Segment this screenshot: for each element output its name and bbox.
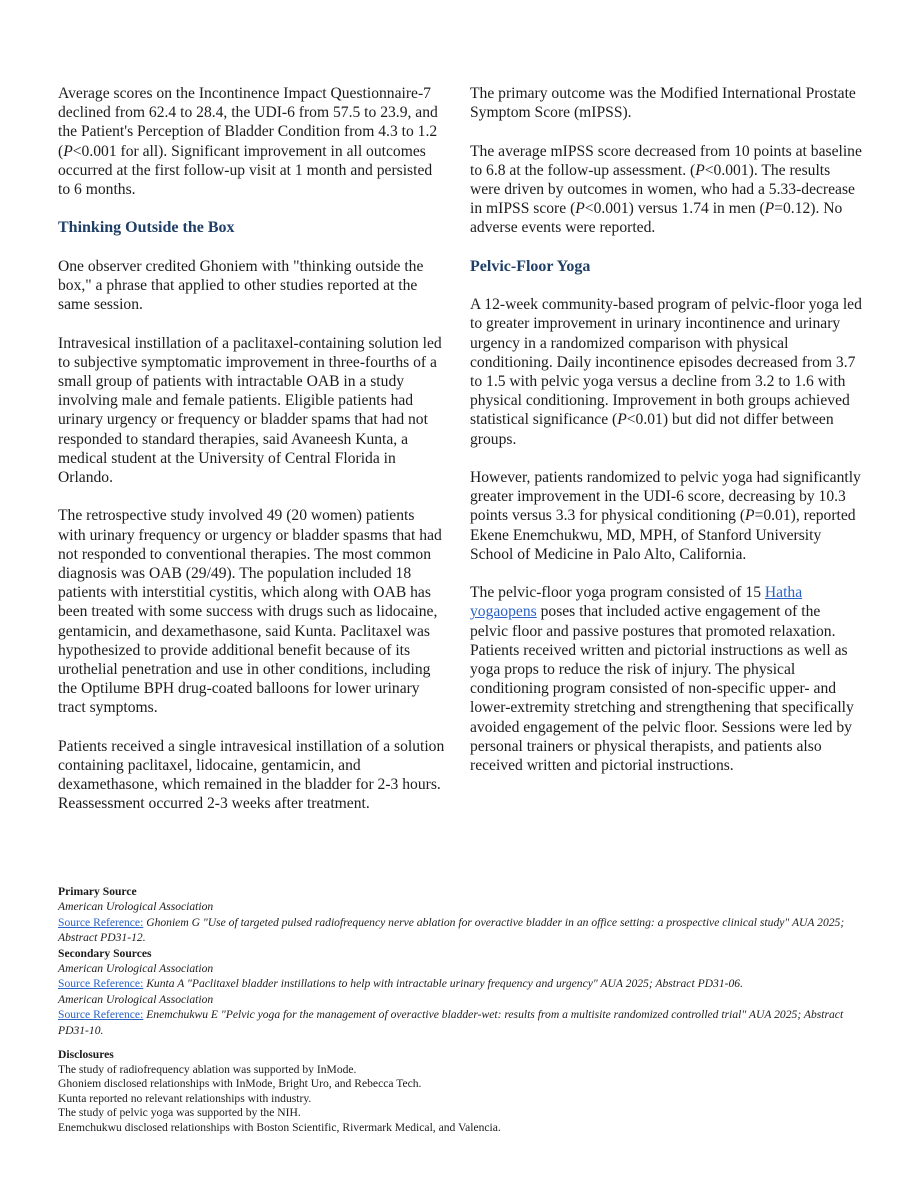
source-reference-link[interactable]: Source Reference:	[58, 977, 144, 991]
source-organization: American Urological Association	[58, 992, 214, 1006]
primary-source-label: Primary Source	[58, 885, 137, 898]
disclosure-line: Kunta reported no relevant relationships with industry.	[58, 1091, 312, 1105]
left-column	[58, 84, 446, 833]
disclosures-label: Disclosures	[58, 1048, 114, 1061]
source-reference-link[interactable]: Source Reference:	[58, 1008, 144, 1022]
section-heading-pelvic-yoga: Pelvic-Floor Yoga	[470, 257, 591, 275]
paragraph-paclitaxel-intro: Intravesical instillation of a paclitaxel-containing solution led to subjective symptomatic improvement in three-fourths of a small group of patients with intractable OAB in a study involving male and female patients. Eligible patients had urinary urgency or frequency or bladder spams that had not responded to standard therapies, said Avaneesh Kunta, a medical student at the University of Central Florida in Orlando.	[58, 334, 442, 487]
sources-section	[58, 884, 868, 1038]
paragraph-observer: One observer credited Ghoniem with "thinking outside the box," a phrase that applied to other studies reported at the same session.	[58, 257, 424, 314]
disclosure-line: The study of radiofrequency ablation was supported by InMode.	[58, 1062, 357, 1076]
disclosures-section	[58, 1048, 868, 1136]
right-column	[470, 84, 862, 794]
paragraph-mipss-results: The average mIPSS score decreased from 10 points at baseline to 6.8 at the follow-up assessment. (P<0.001). The results were driven by outcomes in women, who had a 5.33-decrease in mIPSS score (P<0.001) versus 1.74 in men (P=0.12). No adverse events were reported.	[470, 142, 862, 237]
paragraph-yoga-program: A 12-week community-based program of pelvic-floor yoga led to greater improvement in urinary incontinence and urinary urgency in a randomized comparison with physical conditioning. Daily incontinence episodes decreased from 3.7 to 1.5 with pelvic yoga versus a decline from 3.2 to 1.6 with physical conditioning. Improvement in both groups achieved statistical significance (P<0.01) but did not differ between groups.	[470, 296, 862, 448]
section-heading-thinking-outside: Thinking Outside the Box	[58, 219, 235, 237]
disclosure-line: Enemchukwu disclosed relationships with Boston Scientific, Rivermark Medical, and Valencia.	[58, 1120, 501, 1134]
paragraph-outcome-scores: Average scores on the Incontinence Impact Questionnaire-7 declined from 62.4 to 28.4, the UDI-6 from 57.5 to 23.9, and the Patient's Perception of Bladder Condition from 4.3 to 1.2 (P<0.001 for all). Significant improvement in all outcomes occurred at the first follow-up visit at 1 month and persisted to 6 months.	[58, 85, 438, 199]
paragraph-udi6: However, patients randomized to pelvic yoga had significantly greater improvement in the UDI-6 score, decreasing by 10.3 points versus 3.3 for physical conditioning (P=0.01), reported Ekene Enemchukwu, MD, MPH, of Stanford University School of Medicine in Palo Alto, California.	[470, 469, 861, 563]
hatha-yoga-link[interactable]: Hatha	[764, 584, 803, 602]
disclosure-line: The study of pelvic yoga was supported by the NIH.	[58, 1106, 301, 1120]
source-organization: American Urological Association	[58, 900, 214, 914]
source-reference-link[interactable]: Source Reference:	[58, 915, 144, 929]
source-reference-2: Source Reference: Kunta A "Paclitaxel bladder instillations to help with intractable urinary frequency and urgency" AUA 2025; Abstract PD31-06.	[58, 977, 743, 991]
paragraph-yoga-details: The pelvic-floor yoga program consisted of 15 Hatha yogaopens poses that included active engagement of the pelvic floor and passive postures that promoted relaxation. Patients received written and pictorial instructions as well as yoga props to reduce the risk of injury. The physical conditioning program consisted of non-specific upper- and lower-extremity stretching and strengthening that specifically avoided engagement of the pelvic floor. Sessions were led by personal trainers or physical therapists, and patients also received written and pictorial instructions.	[470, 584, 854, 775]
paragraph-retrospective-study: The retrospective study involved 49 (20 women) patients with urinary frequency or urgency or bladder spasms that had not responded to conventional therapies. The most common diagnosis was OAB (29/49). The population included 18 patients with interstitial cystitis, which along with OAB has been treated with some success with drugs such as lidocaine, gentamicin, and dexamethasone, said Kunta. Paclitaxel was hypothesized to provide additional benefit because of its urothelial penetration and use in other conditions, including the Optilume BPH drug-coated balloons for lower urinary tract symptoms.	[58, 507, 442, 717]
source-organization: American Urological Association	[58, 962, 214, 976]
disclosure-line: Ghoniem disclosed relationships with InMode, Bright Uro, and Rebecca Tech.	[58, 1077, 422, 1091]
paragraph-instillation: Patients received a single intravesical instillation of a solution containing paclitaxel, lidocaine, gentamicin, and dexamethasone, which remained in the bladder for 2-3 hours. Reassessment occurred 2-3 weeks after treatment.	[58, 737, 445, 813]
source-reference-1: Source Reference: Ghoniem G "Use of targeted pulsed radiofrequency nerve ablation for overactive bladder in an office setting: a prospective clinical study" AUA 2025; Abstract PD31-12.	[58, 915, 845, 945]
paragraph-primary-outcome: The primary outcome was the Modified International Prostate Symptom Score (mIPSS).	[470, 85, 856, 122]
source-reference-3: Source Reference: Enemchukwu E "Pelvic yoga for the management of overactive bladder-wet: results from a multisite randomized controlled trial" AUA 2025; Abstract PD31-10.	[58, 1008, 844, 1037]
secondary-sources-label: Secondary Sources	[58, 946, 152, 960]
yogaopens-link[interactable]: yogaopens	[470, 603, 537, 621]
